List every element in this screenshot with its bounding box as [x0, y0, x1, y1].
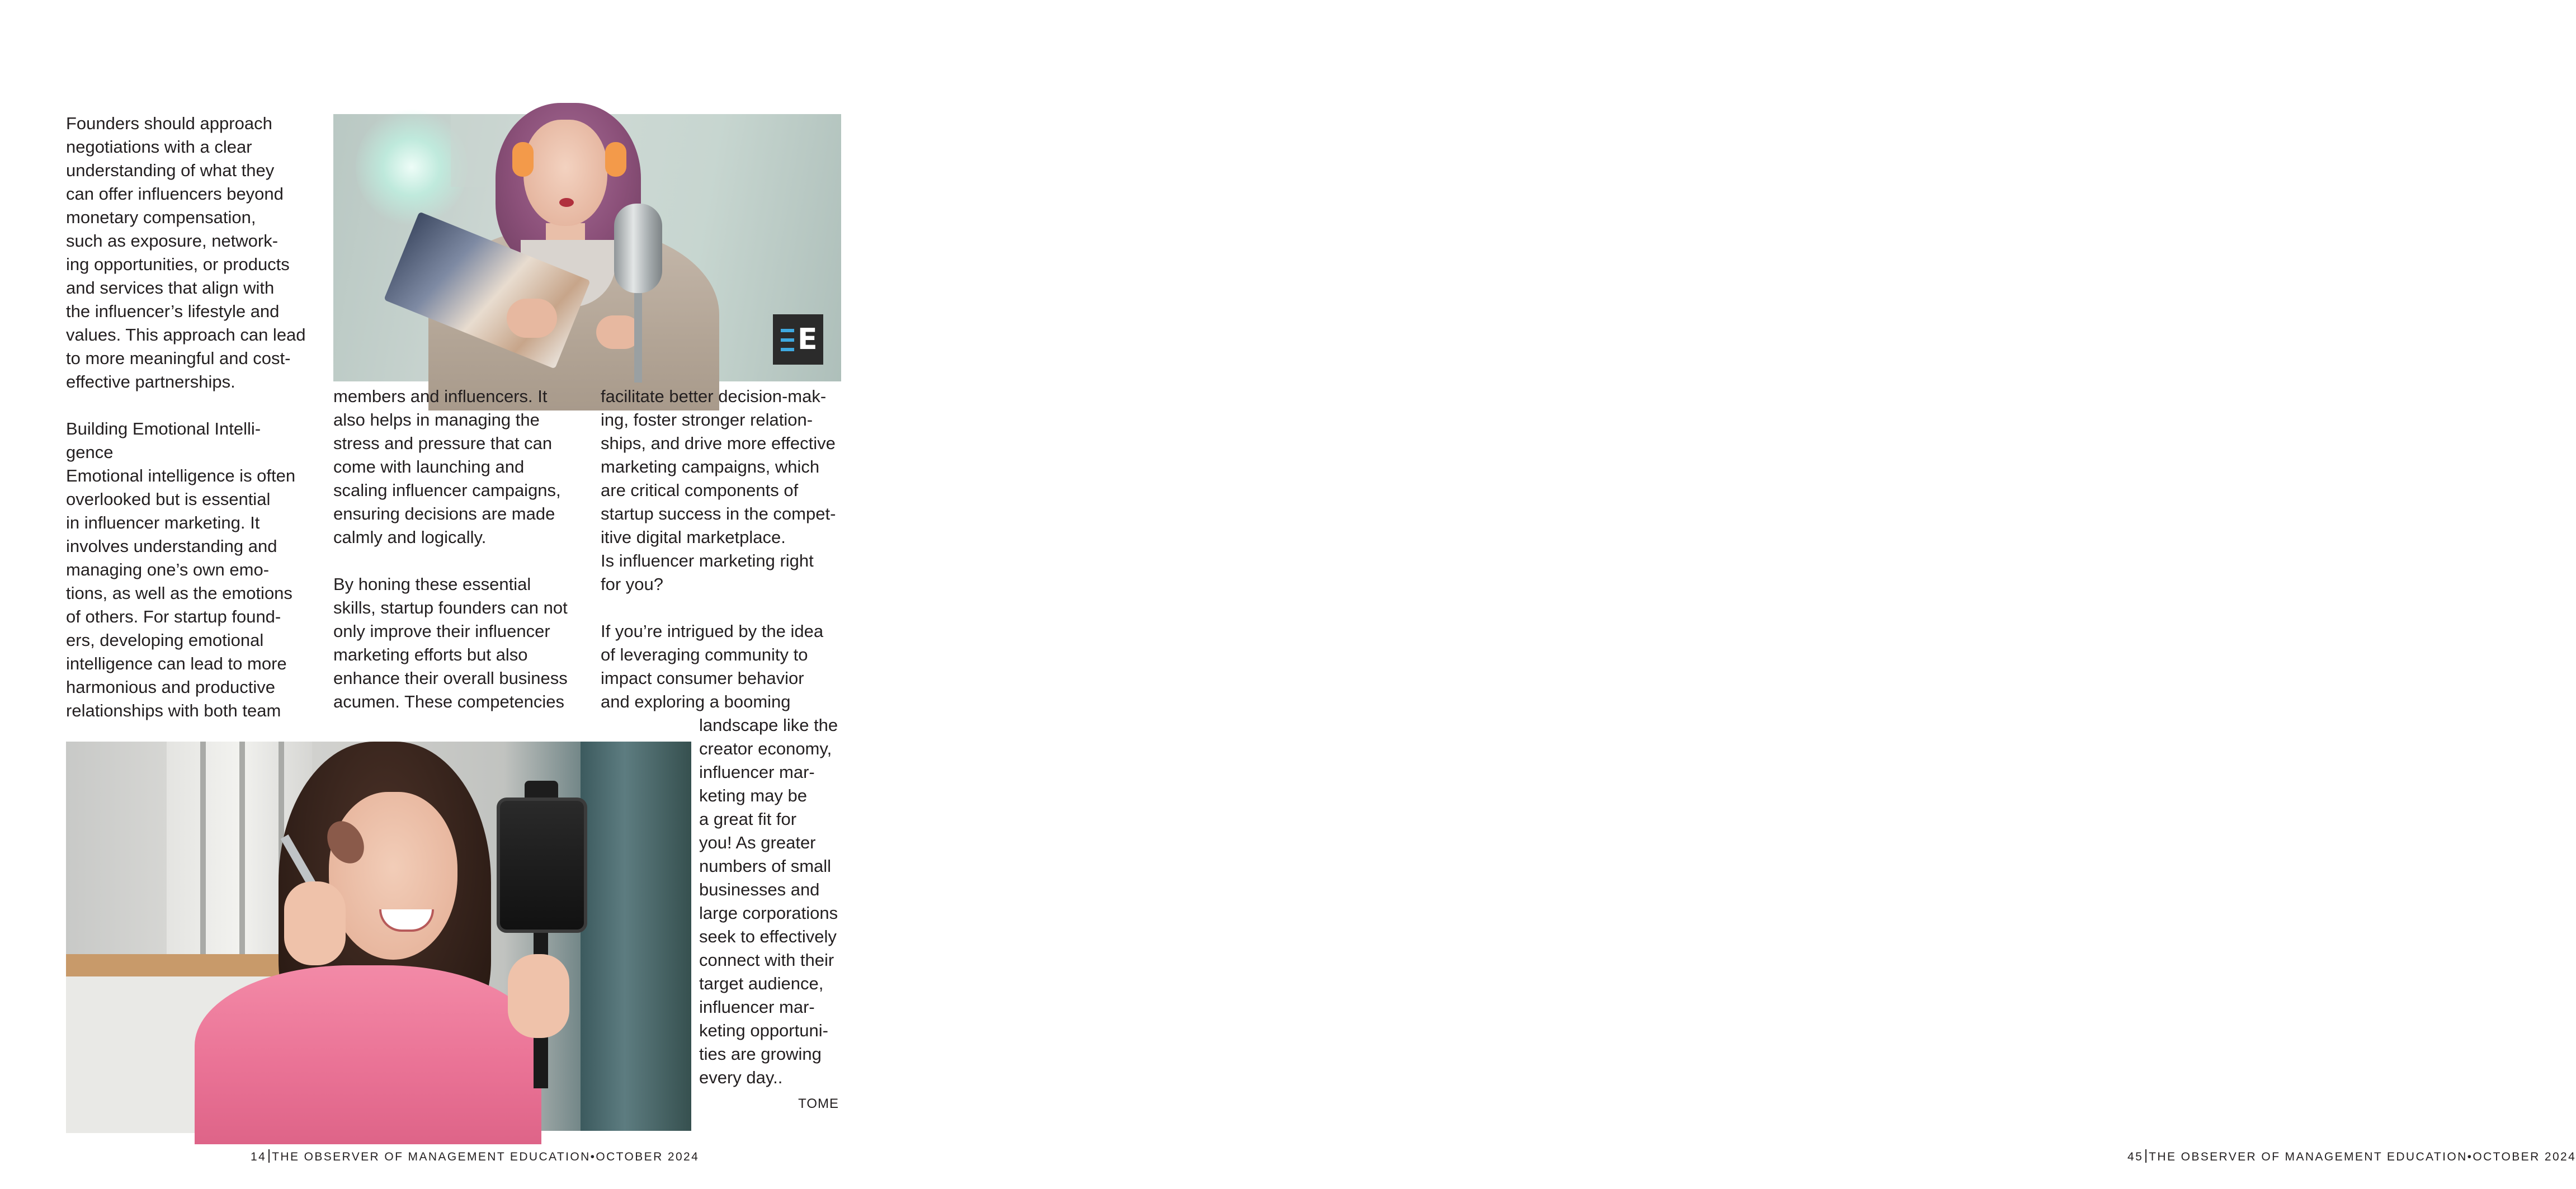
photo-credit: TOME [798, 1096, 839, 1111]
page-number: 45 [2127, 1150, 2144, 1163]
page-number: 14 [251, 1150, 267, 1163]
footer-publication: THE OBSERVER OF MANAGEMENT EDUCATION•OCTOBER 2024 [272, 1150, 700, 1163]
right-page-footer [2127, 1149, 2576, 1166]
vlogger-selfie-photo [66, 742, 691, 1131]
ee-logo-icon [773, 314, 823, 365]
right-page [925, 0, 2576, 1189]
smartphone-icon [497, 798, 587, 933]
podcaster-reading-photo [333, 114, 841, 381]
headphone-icon [512, 142, 534, 177]
article-column-3: facilitate better decision-mak- ing, foster stronger relation- ships, and drive more effective marketing campaigns, which are critical components of startup success in the compet- itive digital marketplace. Is influencer marketing right for you? If you’re intrigued by the idea of leveraging community to impact consumer behavior and exploring a booming [601, 386, 836, 711]
footer-divider [268, 1149, 270, 1163]
left-page-footer [251, 1149, 699, 1166]
article-column-4: landscape like the creator economy, influencer mar- keting may be a great fit for you! As greater numbers of small businesses and large corporations seek to effectively connect with their target audience, influencer mar- keting opportuni- ties are growing every day.. [699, 715, 838, 1087]
logo-letter: E [798, 323, 818, 356]
footer-divider [2145, 1149, 2146, 1163]
footer-publication: THE OBSERVER OF MANAGEMENT EDUCATION•OCTOBER 2024 [2149, 1150, 2576, 1163]
article-column-1: Founders should approach negotiations with a clear understanding of what they can offer influencers beyond monetary compensation, such as exposure, network- ing opportunities, or products and services that align with the influencer’s lifestyle and values. This approach can lead to more meaningful and cost- effective partnerships. Building Emotional Intelli- gence Emotional intelligence is often overlooked but is essential in influencer marketing. It involves understanding and managing one’s own emo- tions, as well as the emotions of others. For startup found- ers, developing emotional intelligence can lead to more harmonious and productive relationships with both team [66, 114, 306, 720]
microphone-icon [614, 204, 662, 293]
left-page [0, 0, 925, 1189]
article-column-2: members and influencers. It also helps in managing the stress and pressure that can come with launching and scaling influencer campaigns, ensuring decisions are made calmly and logically. By honing these essential skills, startup founders can not only improve their influencer marketing efforts but also enhance their overall business acumen. These competencies [333, 386, 568, 711]
